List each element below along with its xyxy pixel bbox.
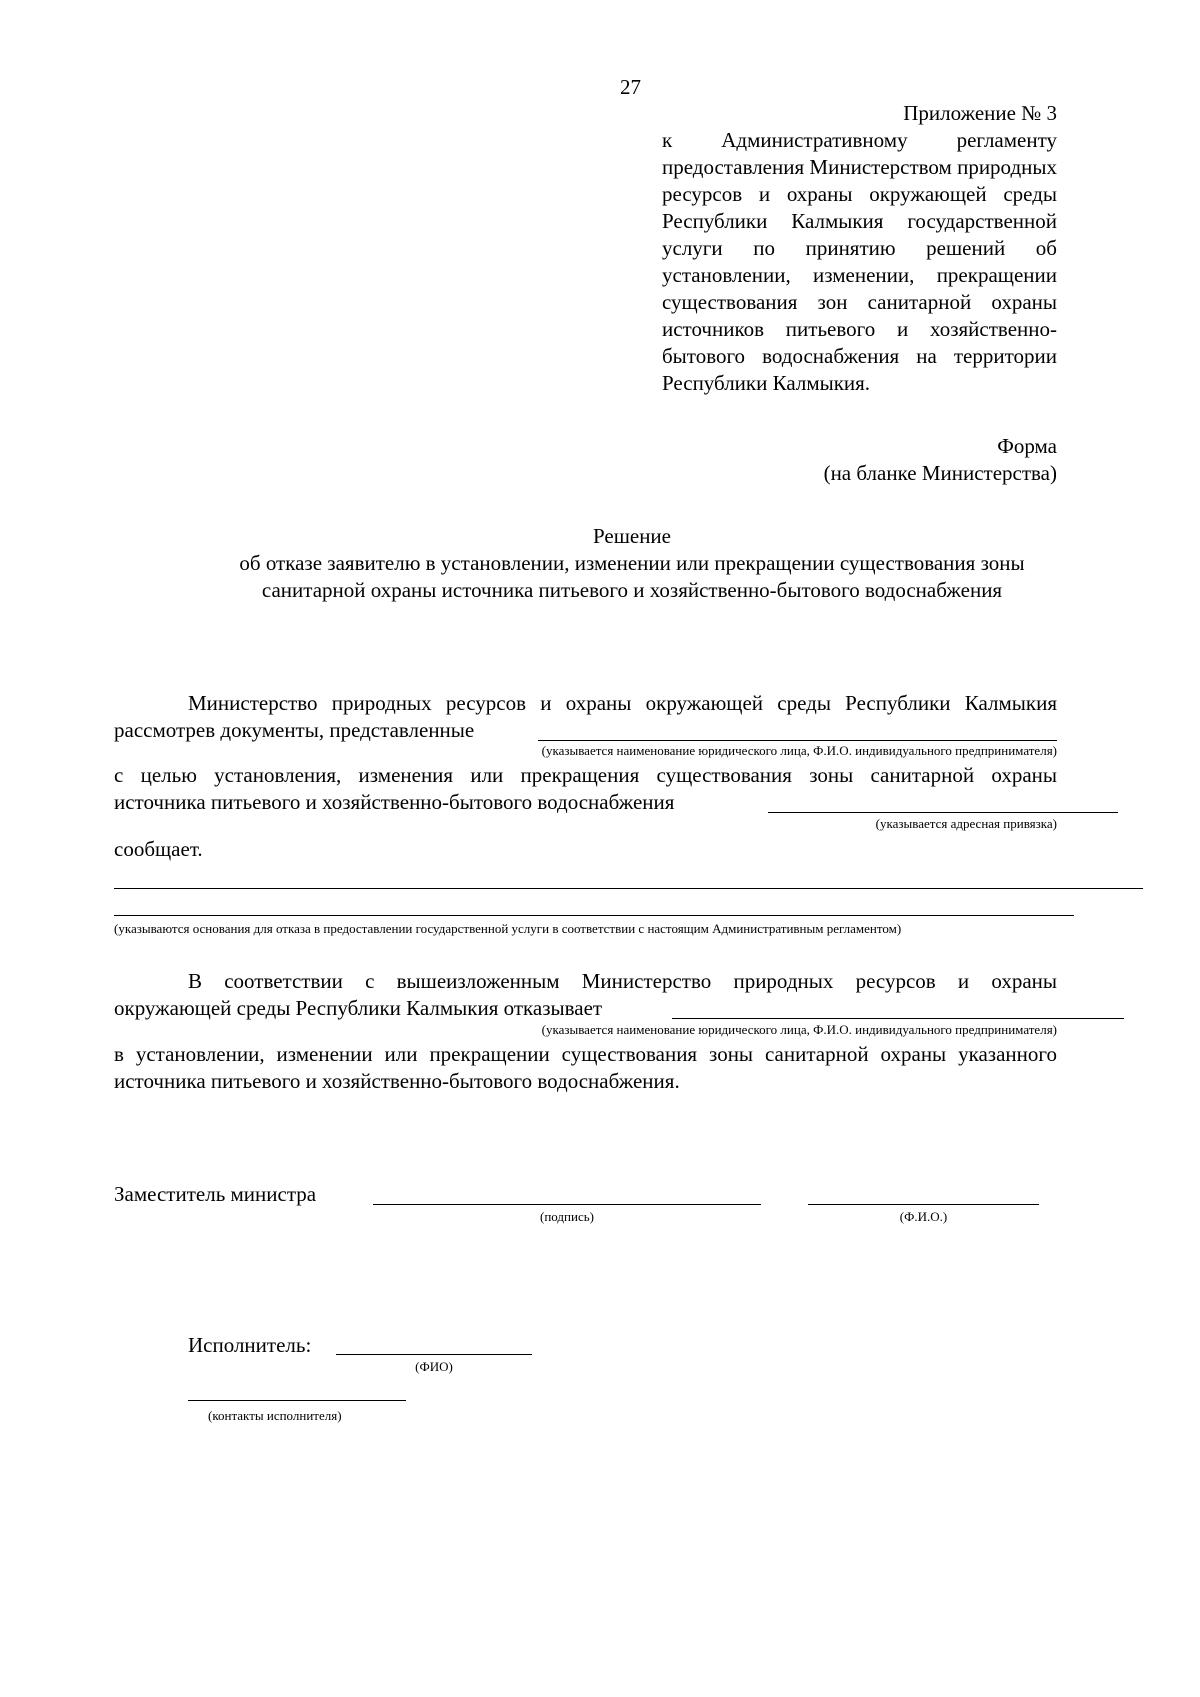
body-text: с целью установления, изменения или прекращения существования зоны санитарной охраны bbox=[114, 763, 1057, 787]
appendix-line: предоставления Министерством природных bbox=[662, 155, 1057, 179]
field-hint: (указывается адресная привязка) bbox=[875, 816, 1057, 831]
appendix-line: ресурсов и охраны окружающей среды bbox=[662, 182, 1057, 206]
applicant-field-line bbox=[538, 740, 1057, 741]
body-text: в установлении, изменении или прекращении существования зоны санитарной охраны указанного bbox=[114, 1042, 1057, 1066]
appendix-line: существования зон санитарной охраны bbox=[662, 290, 1057, 314]
grounds-field-line bbox=[114, 915, 1074, 916]
form-label: Форма bbox=[997, 434, 1057, 458]
document-title: Решение bbox=[592, 524, 671, 548]
signature-line bbox=[373, 1204, 761, 1205]
signatory-position: Заместитель министра bbox=[114, 1182, 317, 1206]
appendix-line: Республики Калмыкия государственной bbox=[662, 209, 1057, 233]
body-text: источника питьевого и хозяйственно-бытового водоснабжения. bbox=[114, 1069, 680, 1093]
appendix-line: источников питьевого и хозяйственно- bbox=[662, 317, 1057, 341]
body-text: рассмотрев документы, представленные bbox=[114, 718, 475, 742]
address-field-line bbox=[768, 812, 1118, 813]
document-subtitle-line1: об отказе заявителю в установлении, изменении или прекращении существования зоны bbox=[239, 551, 1025, 575]
document-subtitle-line2: санитарной охраны источника питьевого и хозяйственно-бытового водоснабжения bbox=[261, 578, 1003, 602]
grounds-field-line bbox=[114, 888, 1143, 889]
appendix-line: бытового водоснабжения на территории bbox=[662, 344, 1057, 368]
field-hint: (указывается наименование юридического лица, Ф.И.О. индивидуального предпринимателя) bbox=[541, 743, 1057, 758]
executor-label: Исполнитель: bbox=[188, 1333, 312, 1357]
form-note: (на бланке Министерства) bbox=[823, 461, 1057, 485]
body-text: источника питьевого и хозяйственно-бытового водоснабжения bbox=[114, 790, 675, 814]
field-hint: (указываются основания для отказа в предоставлении государственной услуги в соответствии с настоящим Административным регламентом) bbox=[114, 921, 902, 936]
appendix-title: Приложение № 3 bbox=[903, 101, 1057, 125]
signatory-name-hint: (Ф.И.О.) bbox=[899, 1209, 948, 1224]
executor-contacts-line bbox=[188, 1400, 406, 1401]
body-text: Министерство природных ресурсов и охраны окружающей среды Республики Калмыкия bbox=[188, 691, 1057, 715]
signatory-name-line bbox=[808, 1204, 1039, 1205]
executor-name-line bbox=[336, 1354, 532, 1355]
field-hint: (указывается наименование юридического лица, Ф.И.О. индивидуального предпринимателя) bbox=[541, 1022, 1057, 1037]
appendix-line: к Административному регламенту bbox=[662, 128, 1057, 152]
appendix-text bbox=[662, 127, 1057, 397]
executor-name-hint: (ФИО) bbox=[415, 1359, 453, 1374]
signature-hint: (подпись) bbox=[540, 1209, 594, 1224]
body-text: В соответствии с вышеизложенным Министерство природных ресурсов и охраны bbox=[188, 969, 1057, 993]
applicant-field-line bbox=[672, 1018, 1124, 1019]
appendix-line: услуги по принятию решений об bbox=[662, 236, 1057, 260]
body-text: окружающей среды Республики Калмыкия отказывает bbox=[114, 996, 603, 1020]
page-number: 27 bbox=[620, 75, 641, 99]
executor-contacts-hint: (контакты исполнителя) bbox=[208, 1408, 342, 1423]
body-text: сообщает. bbox=[114, 837, 203, 861]
appendix-line: установлении, изменении, прекращении bbox=[662, 263, 1057, 287]
appendix-line: Республики Калмыкия. bbox=[662, 371, 871, 395]
